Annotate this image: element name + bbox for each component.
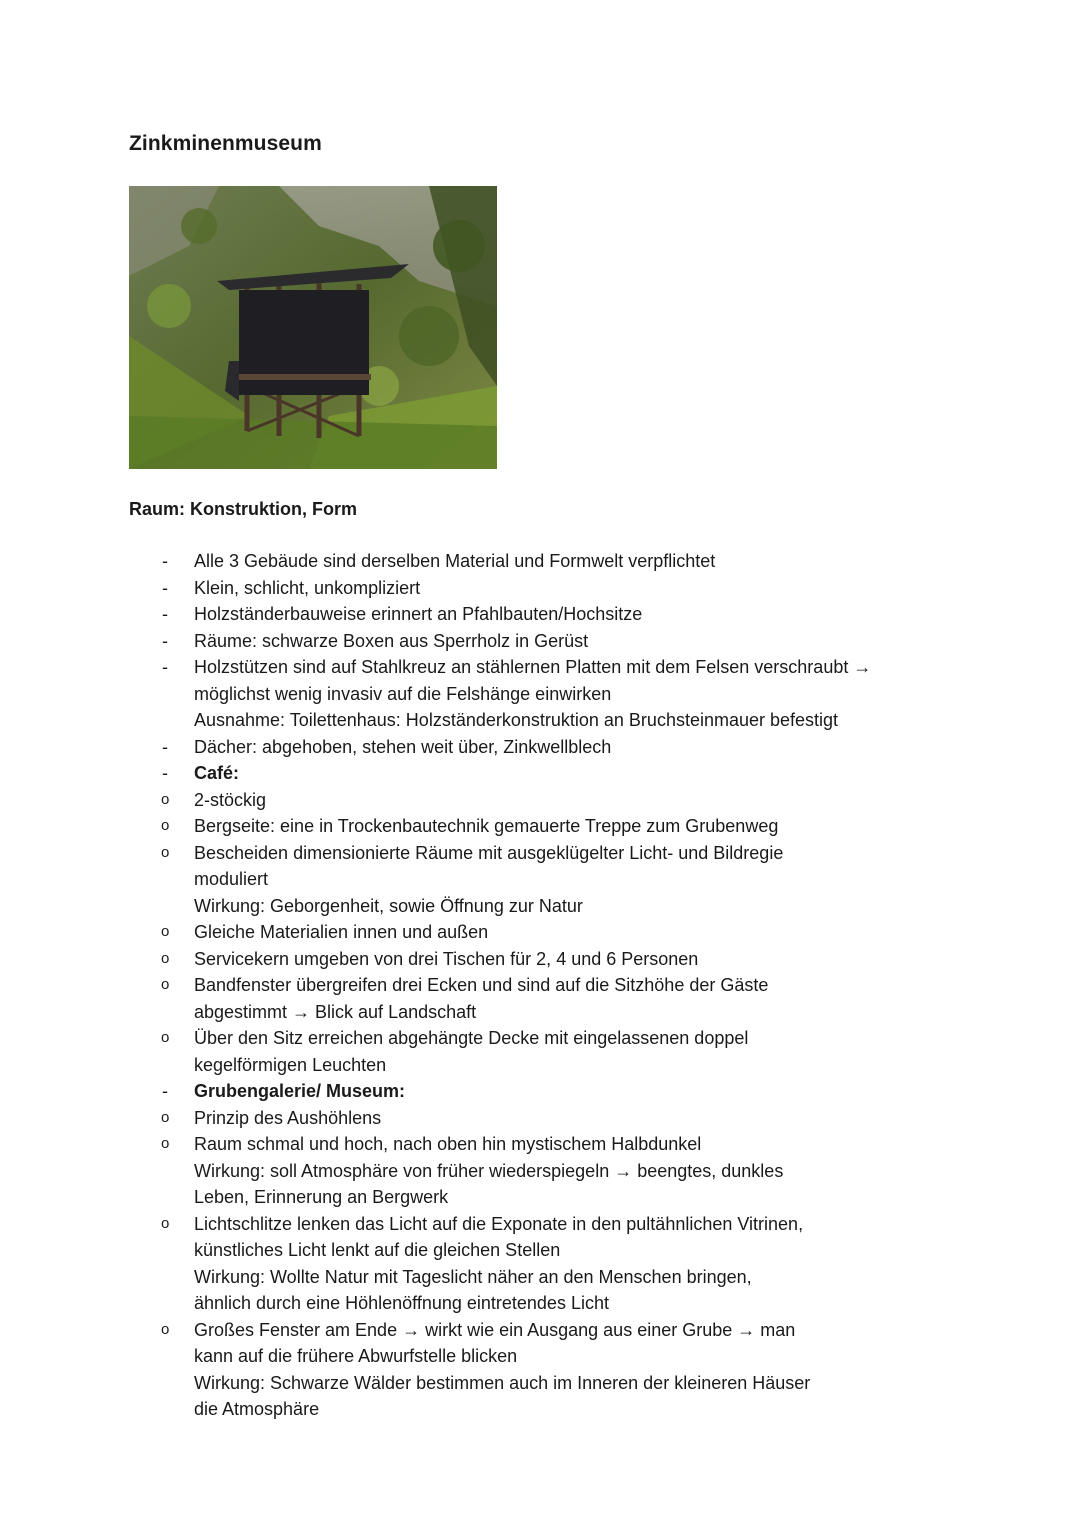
item-text: Lichtschlitze lenken das Licht auf die Exponate in den pultähnlichen Vitrinen, [194,1213,804,1234]
item-text: Räume: schwarze Boxen aus Sperrholz in Gerüst [194,630,589,651]
circle-bullet: o [161,790,170,808]
sub-list-item [129,840,959,920]
item-text: moduliert [194,869,269,889]
item-text: Klein, schlicht, unkompliziert [194,577,421,598]
item-text: möglichst wenig invasiv auf die Felshänge einwirken [194,683,612,704]
main-bullet-list [129,548,959,1423]
item-text: kegelförmigen Leuchten [194,1054,387,1075]
item-text: Wirkung: Schwarze Wälder bestimmen auch im Inneren der kleineren Häuser [194,1372,811,1393]
item-text: künstliches Licht lenkt auf die gleichen Stellen [194,1240,561,1260]
item-text: 2-stöckig [194,789,267,810]
item-text: ähnlich durch eine Höhlenöffnung eintretendes Licht [194,1293,609,1313]
document-title: Zinkminenmuseum [129,132,322,155]
dash-bullet: - [162,604,168,624]
circle-bullet: o [161,1029,170,1046]
museum-heading: Grubengalerie/ Museum: [194,1081,406,1101]
cafe-group [129,760,959,1078]
sub-list-item [129,946,959,973]
sub-list-item [129,787,959,814]
cafe-heading: Café: [194,763,240,783]
sub-list-item [129,813,959,840]
sub-list-item [129,919,959,946]
notes-content [129,548,959,1423]
item-text: Wirkung: Geborgenheit, sowie Öffnung zur Natur [194,895,583,916]
item-text: Holzständerbauweise erinnert an Pfahlbauten/Hochsitze [194,604,643,624]
cafe-sub-list [129,787,959,1079]
dash-bullet: - [162,577,168,598]
section-heading: Raum: Konstruktion, Form [129,499,357,519]
list-item [129,601,959,628]
circle-bullet: o [161,1135,170,1152]
sub-list-item [129,1025,959,1078]
item-text: kann auf die frühere Abwurfstelle blicken [194,1346,518,1366]
dash-bullet: - [162,551,168,571]
item-text: abgestimmt → Blick auf Landschaft [194,1001,477,1022]
list-item [129,575,959,602]
sub-list-item [129,972,959,1025]
item-text: Gleiche Materialien innen und außen [194,922,489,942]
item-text: Bergseite: eine in Trockenbautechnik gemauerte Treppe zum Grubenweg [194,816,779,836]
item-text: Großes Fenster am Ende → wirkt wie ein Ausgang aus einer Grube → man [194,1319,796,1340]
list-item [129,548,959,575]
dash-bullet: - [162,630,168,651]
sub-list-item [129,1211,959,1317]
item-text: Holzstützen sind auf Stahlkreuz an stählernen Platten mit dem Felsen verschraubt → [194,657,872,677]
sub-list-item [129,1105,959,1132]
list-item [129,734,959,761]
circle-bullet: o [161,949,170,967]
circle-bullet: o [161,1214,170,1232]
item-text: Bandfenster übergreifen drei Ecken und sind auf die Sitzhöhe der Gäste [194,975,769,995]
item-text: Alle 3 Gebäude sind derselben Material und Formwelt verpflichtet [194,551,716,571]
sub-list-item [129,1317,959,1423]
item-text: Über den Sitz erreichen abgehängte Decke mit eingelassenen doppel [194,1028,749,1048]
dash-bullet: - [162,1081,168,1101]
dash-bullet: - [162,763,168,783]
item-text: Prinzip des Aushöhlens [194,1107,382,1128]
museum-group [129,1078,959,1423]
circle-bullet: o [161,843,170,861]
item-text: Servicekern umgeben von drei Tischen für 2, 4 und 6 Personen [194,948,699,969]
item-text: Raum schmal und hoch, nach oben hin mystischem Halbdunkel [194,1134,702,1154]
item-text: Leben, Erinnerung an Bergwerk [194,1187,449,1207]
museum-photo [129,186,497,469]
dash-bullet: - [162,736,168,757]
circle-bullet: o [161,817,170,834]
item-text: Ausnahme: Toilettenhaus: Holzständerkonstruktion an Bruchsteinmauer befestigt [194,710,839,730]
item-text: die Atmosphäre [194,1399,320,1419]
circle-bullet: o [161,1108,170,1126]
item-text: Wirkung: Wollte Natur mit Tageslicht näher an den Menschen bringen, [194,1266,752,1287]
circle-bullet: o [161,1320,170,1338]
item-text: Wirkung: soll Atmosphäre von früher wiederspiegeln → beengtes, dunkles [194,1160,784,1181]
sub-list-item [129,1131,959,1211]
dash-bullet: - [162,657,168,677]
list-item [129,654,959,734]
museum-sub-list [129,1105,959,1423]
circle-bullet: o [161,976,170,993]
item-text: Dächer: abgehoben, stehen weit über, Zinkwellblech [194,736,612,757]
list-item [129,628,959,655]
item-text: Bescheiden dimensionierte Räume mit ausgeklügelter Licht- und Bildregie [194,842,784,863]
circle-bullet: o [161,923,170,940]
